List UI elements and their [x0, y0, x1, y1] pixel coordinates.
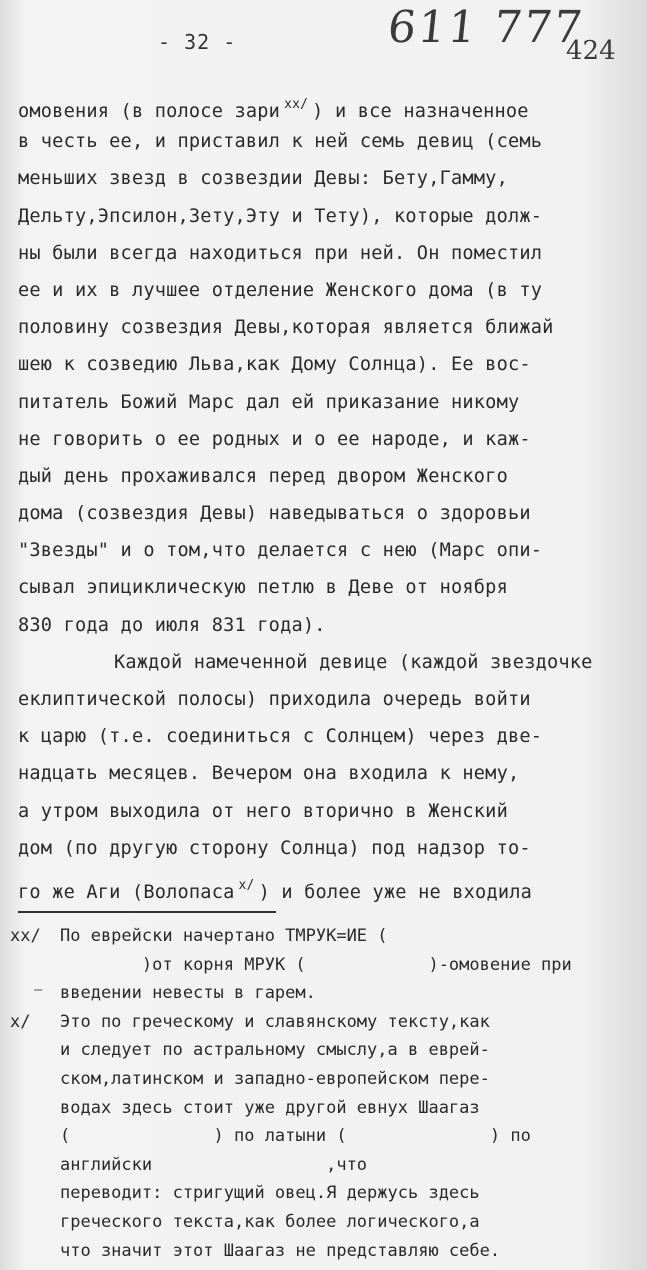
- text-line: питатель Божий Марс дал ей приказание никому: [18, 391, 520, 413]
- footnote-line: )от корня МРУК ( )-омовение при: [141, 954, 572, 975]
- text-line: надцать месяцев. Вечером она входила к нему,: [18, 763, 520, 785]
- text-line: меньших звезд в созвездии Девы: Бету,Гамму,: [18, 168, 508, 190]
- text-line: не говорить о ее родных и о ее народе, и каж-: [18, 428, 531, 450]
- footnote-line: что значит этот Шаагаз не представляю себе.: [60, 1240, 501, 1261]
- footnote-separator: [18, 911, 276, 913]
- text-line: ее и их в лучшее отделение Женского дома (в ту: [18, 279, 543, 301]
- footnote-line: ском,латинском и западно-европейском пере-: [60, 1068, 490, 1089]
- footnote-marker-x: x/: [10, 1011, 31, 1032]
- text-line: к царю (т.е. соединиться с Солнцем) через две-: [18, 726, 543, 748]
- footnote-line: английски ,что: [60, 1154, 368, 1175]
- text-line: дом (по другую сторону Солнца) под надзор то-: [18, 837, 531, 859]
- page-number: - 32 -: [158, 30, 237, 54]
- footnote-line: x/ Это по греческому и славянскому тексту,как: [10, 1008, 640, 1037]
- text-line: еклиптической полосы) приходила очередь войти: [18, 689, 531, 710]
- stray-pencil-mark: —: [34, 982, 43, 998]
- text-line: а утром выходила от него вторично в Женский: [18, 800, 508, 822]
- footnote-line: ( ) по латыни ( ) по: [60, 1126, 531, 1147]
- text-line: го же Аги (Волопаса $^{x/}$ ) и более уже не входила: [18, 877, 533, 903]
- footnote-line: xx/ По еврейски начертано ТМРУК=ИЕ (: [10, 922, 640, 951]
- footnote-line: и следует по астральному смыслу,а в еврей-: [60, 1040, 490, 1061]
- text-line: Дельту,Эпсилон,Зету,Эту и Тету), которые долж-: [18, 205, 543, 227]
- footnote-line: переводит: стригущий овец.Я держусь здесь: [60, 1183, 480, 1204]
- text-line: сывал эпициклическую петлю в Деве от ноября: [18, 577, 508, 599]
- text-line: шею к созведию Льва,как Дому Солнца). Ее вос-: [18, 354, 531, 376]
- text-line: дома (созвездия Девы) наведываться о здоровьи: [18, 503, 531, 525]
- text-line: половину созвездия Девы,которая является ближай: [18, 317, 554, 339]
- footnote-line: водах здесь стоит уже другой евнух Шаагаз: [60, 1097, 480, 1118]
- text-line: ны были всегда находиться при ней. Он поместил: [18, 242, 543, 264]
- footnote-marker-xx: xx/: [10, 926, 41, 946]
- footnote-ref-x: x/: [238, 877, 255, 893]
- handwritten-archive-number: 611 777: [385, 2, 587, 53]
- handwritten-archive-subnumber: 424: [566, 36, 616, 66]
- text-line: 830 года до июля 831 года).: [18, 614, 326, 636]
- text-line: "Звезды" и о том,что делается с нею (Марс опи-: [18, 540, 543, 562]
- text-line: омовения (в полосе зари $^{xx/}$ ) и все назначенное: [18, 97, 529, 122]
- footnote-line: введении невесты в гарем.: [60, 983, 316, 1004]
- paragraph-start-line: Каждой намеченной девице (каждой звездочке: [114, 651, 593, 673]
- footnote-line: греческого текста,как более логического,а: [60, 1211, 480, 1232]
- footnote-ref-xx: xx/: [284, 97, 309, 112]
- footnotes: [10, 922, 640, 1265]
- text-line: дый день прохаживался перед двором Женского: [18, 465, 508, 487]
- main-text: [18, 86, 633, 904]
- text-line: в честь ее, и приставил к ней семь девиц (семь: [18, 131, 543, 153]
